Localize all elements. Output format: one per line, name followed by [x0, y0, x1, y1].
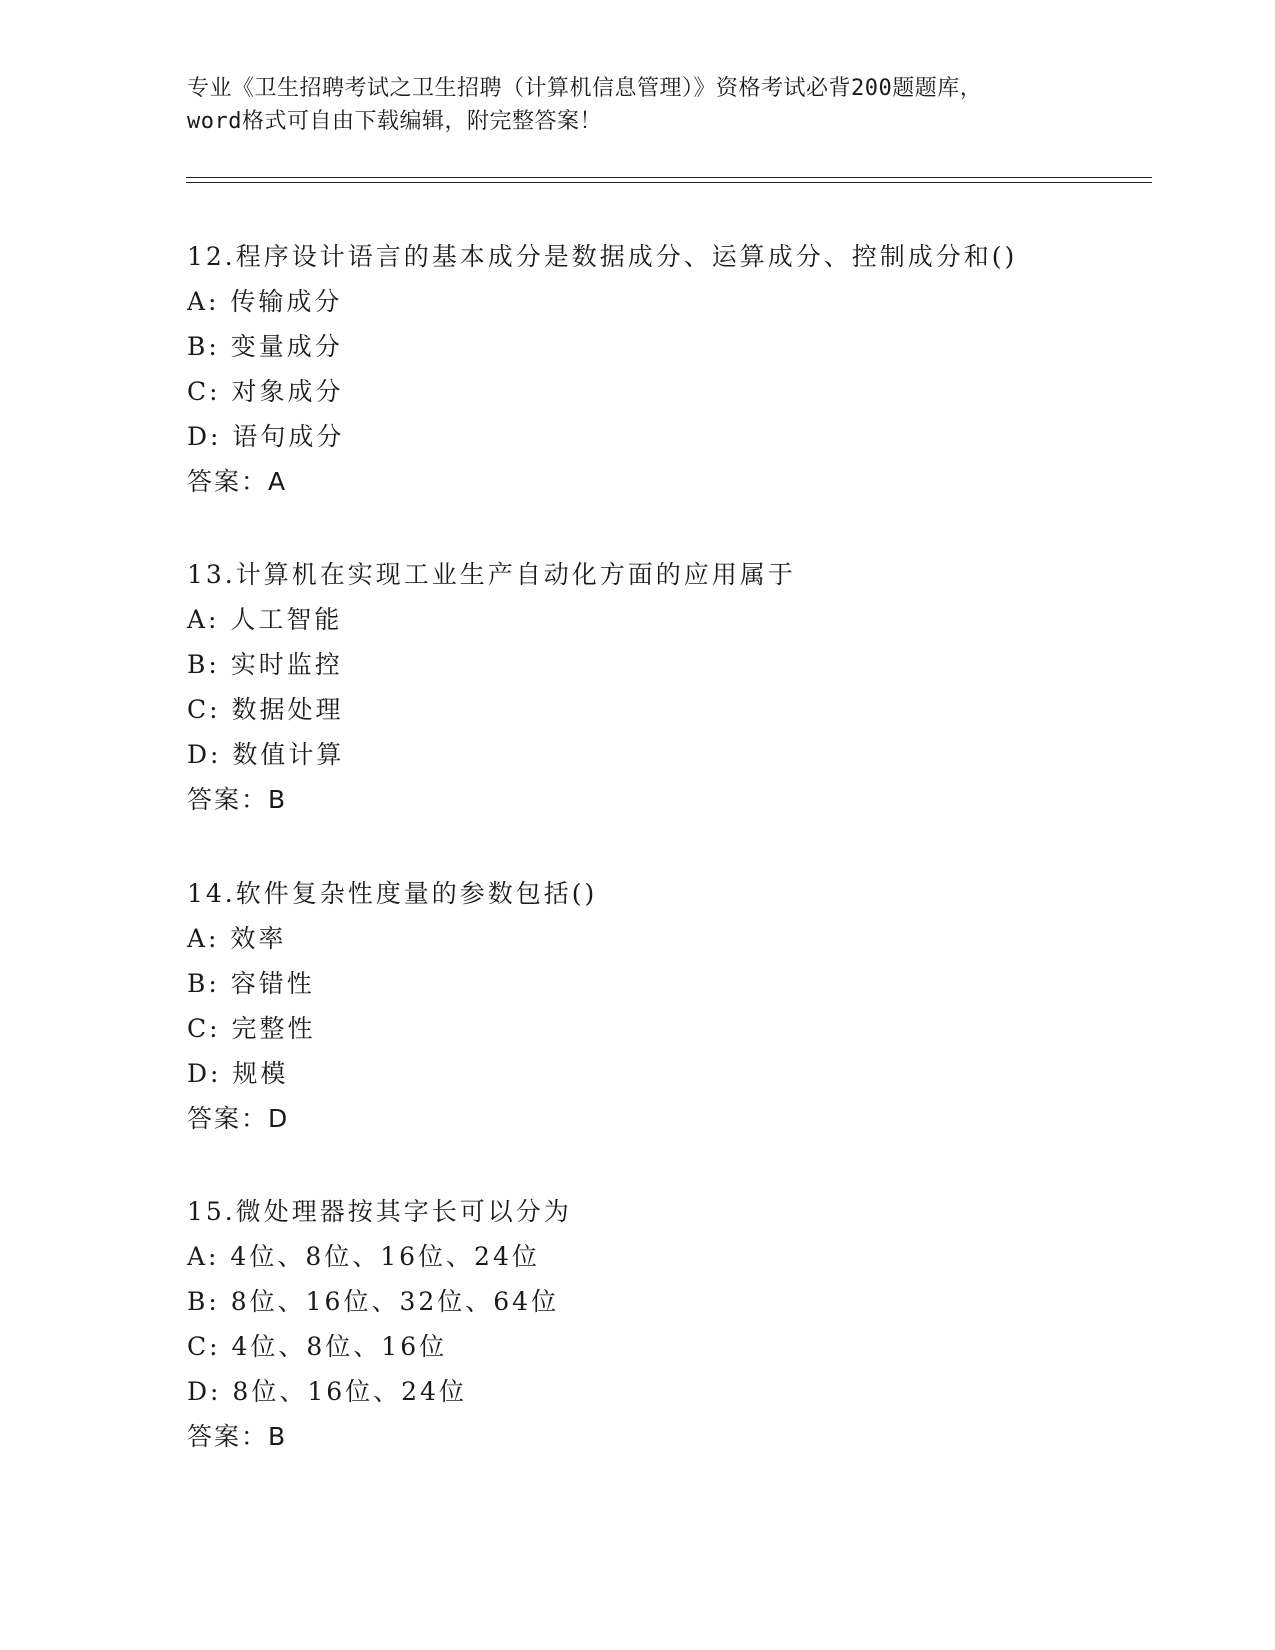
question-stem: 12.程序设计语言的基本成分是数据成分、运算成分、控制成分和() — [187, 242, 1018, 271]
header-line-2: word格式可自由下载编辑，附完整答案！ — [187, 109, 602, 134]
header-divider-bottom — [186, 182, 1152, 183]
answer-line: 答案：A — [187, 467, 288, 496]
option-a: A: 4位、8位、16位、24位 — [187, 1242, 540, 1271]
question-stem: 13.计算机在实现工业生产自动化方面的应用属于 — [187, 560, 796, 589]
answer-line: 答案：D — [187, 1104, 290, 1133]
option-b: B: 8位、16位、32位、64位 — [187, 1287, 560, 1316]
option-d: D: 8位、16位、24位 — [187, 1377, 467, 1406]
document-header — [187, 72, 1087, 138]
option-a: A: 传输成分 — [187, 287, 343, 316]
header-divider-top — [186, 177, 1152, 178]
header-line-1: 专业《卫生招聘考试之卫生招聘（计算机信息管理）》资格考试必背200题题库， — [187, 76, 983, 101]
option-d: D: 语句成分 — [187, 422, 345, 451]
option-c: C: 数据处理 — [187, 695, 344, 724]
option-c: C: 对象成分 — [187, 377, 344, 406]
answer-line: 答案：B — [187, 1422, 288, 1451]
question-13 — [187, 552, 1147, 822]
question-12 — [187, 234, 1147, 504]
option-c: C: 4位、8位、16位 — [187, 1332, 448, 1361]
option-b: B: 实时监控 — [187, 650, 343, 679]
option-d: D: 数值计算 — [187, 740, 345, 769]
option-a: A: 效率 — [187, 924, 287, 953]
option-b: B: 变量成分 — [187, 332, 343, 361]
answer-line: 答案：B — [187, 785, 288, 814]
option-d: D: 规模 — [187, 1059, 289, 1088]
question-stem: 15.微处理器按其字长可以分为 — [187, 1197, 572, 1226]
question-stem: 14.软件复杂性度量的参数包括() — [187, 879, 598, 908]
question-14 — [187, 871, 1147, 1141]
option-b: B: 容错性 — [187, 969, 315, 998]
option-a: A: 人工智能 — [187, 605, 343, 634]
option-c: C: 完整性 — [187, 1014, 316, 1043]
question-15 — [187, 1189, 1147, 1459]
